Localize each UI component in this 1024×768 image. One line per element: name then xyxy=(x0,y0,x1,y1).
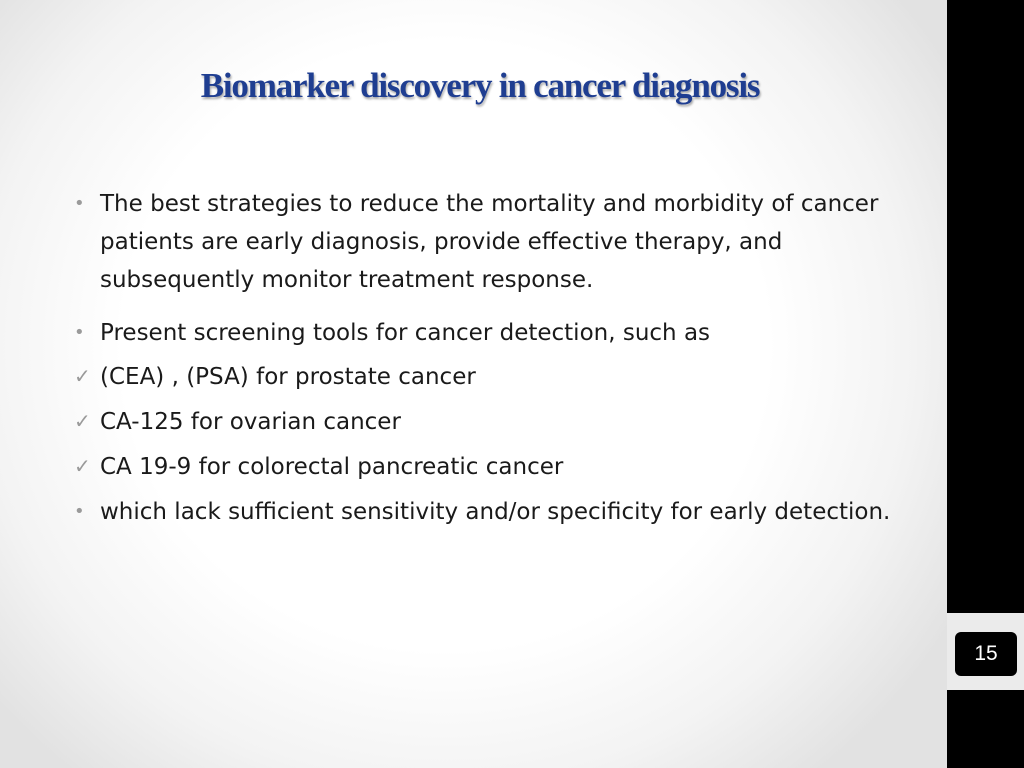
check-mark-icon: ✓ xyxy=(74,409,91,433)
check-mark-icon: ✓ xyxy=(74,364,91,388)
bullet-dot-icon: • xyxy=(74,501,85,522)
list-item xyxy=(72,358,892,396)
check-mark-icon: ✓ xyxy=(74,454,91,478)
bullet-dot-icon: • xyxy=(74,193,85,214)
list-item xyxy=(72,403,892,441)
list-item-text: CA-125 for ovarian cancer xyxy=(100,409,401,435)
list-item xyxy=(72,314,892,352)
list-item-text: CA 19-9 for colorectal pancreatic cancer xyxy=(100,454,564,480)
list-item xyxy=(72,185,892,299)
list-item xyxy=(72,493,892,531)
list-item xyxy=(72,448,892,486)
slide-content xyxy=(72,185,892,531)
slide-title: Biomarker discovery in cancer diagnosis xyxy=(200,66,760,105)
list-item-text: (CEA) , (PSA) for prostate cancer xyxy=(100,364,476,390)
list-item-text: which lack sufficient sensitivity and/or specificity for early detection. xyxy=(100,499,891,525)
bullet-dot-icon: • xyxy=(74,322,85,343)
page-number: 15 xyxy=(974,642,998,665)
list-item-text: Present screening tools for cancer detection, such as xyxy=(100,320,711,346)
list-item-text: The best strategies to reduce the mortality and morbidity of cancer patients are early diagnosis, provide effective therapy, and subsequently monitor treatment response. xyxy=(100,191,879,293)
page-number-badge xyxy=(955,632,1017,676)
